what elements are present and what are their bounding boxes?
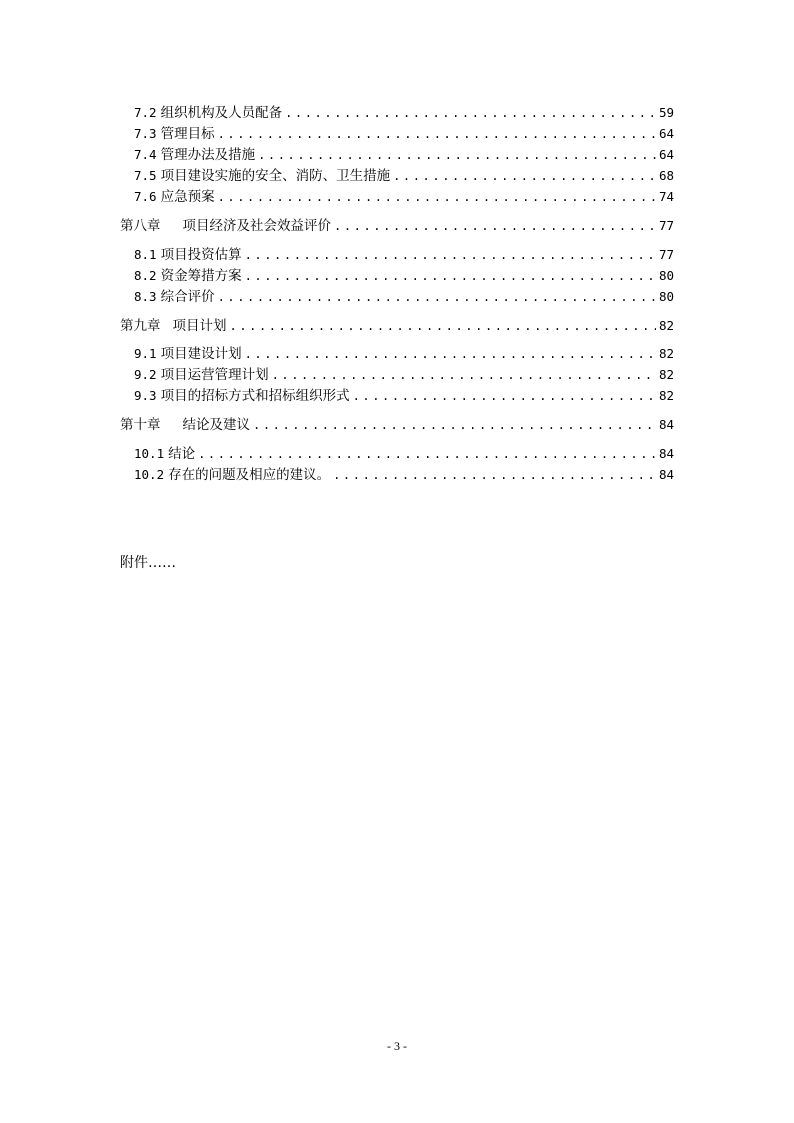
- toc-entry-number: 10.1: [134, 446, 165, 461]
- toc-dot-leader: [218, 287, 656, 307]
- toc-chapter-title: [120, 415, 250, 435]
- toc-entry-text: 项目建设计划: [160, 346, 242, 362]
- toc-entry-7-4[interactable]: [134, 145, 674, 165]
- toc-entry-page: 59: [658, 105, 674, 120]
- toc-dot-leader: [334, 216, 656, 236]
- toc-entry-title: [134, 124, 215, 144]
- toc-chapter-page: 77: [658, 218, 674, 233]
- toc-entry-page: 68: [658, 168, 674, 183]
- toc-entry-number: 10.2: [134, 467, 165, 482]
- toc-entry-9-1[interactable]: [134, 344, 674, 364]
- toc-entry-7-2[interactable]: [134, 103, 674, 123]
- toc-entry-number: 8.3: [134, 289, 157, 304]
- toc-entry-text: 综合评价: [160, 289, 215, 305]
- appendix-label: 附件……: [120, 555, 176, 571]
- toc-dot-leader: [218, 187, 656, 207]
- toc-entry-8-2[interactable]: [134, 266, 674, 286]
- toc-entry-title: [134, 145, 255, 165]
- toc-entry-page: 64: [658, 126, 674, 141]
- toc-dot-leader: [230, 316, 656, 336]
- toc-chapter-number: 第八章: [120, 218, 161, 234]
- toc-entry-7-6[interactable]: [134, 187, 674, 207]
- toc-entry-number: 9.3: [134, 388, 157, 403]
- toc-entry-page: 77: [658, 247, 674, 262]
- toc-chapter-page: 84: [658, 417, 674, 432]
- toc-entry-title: [134, 365, 269, 385]
- toc-entry-number: 7.3: [134, 126, 157, 141]
- toc-entry-page: 84: [658, 467, 674, 482]
- toc-entry-text: 应急预案: [160, 189, 215, 205]
- toc-entry-text: 项目投资估算: [160, 247, 242, 263]
- toc-entry-number: 7.6: [134, 189, 157, 204]
- toc-entry-text: 资金筹措方案: [160, 268, 242, 284]
- toc-chapter-text: 项目经济及社会效益评价: [182, 218, 331, 234]
- toc-entry-title: [134, 386, 350, 406]
- toc-entry-9-3[interactable]: [134, 386, 674, 406]
- toc-chapter-page: 82: [658, 318, 674, 333]
- toc-entry-number: 9.2: [134, 367, 157, 382]
- page-number: - 3 -: [387, 1039, 407, 1053]
- toc-entry-title: [134, 444, 195, 464]
- toc-dot-leader: [258, 145, 656, 165]
- toc-entry-page: 74: [658, 189, 674, 204]
- toc-entry-page: 82: [658, 388, 674, 403]
- toc-entry-page: 84: [658, 446, 674, 461]
- toc-entry-page: 80: [658, 268, 674, 283]
- toc-entry-title: [134, 465, 330, 485]
- toc-entry-text: 管理办法及措施: [160, 147, 256, 163]
- toc-entry-page: 80: [658, 289, 674, 304]
- toc-chapter-text: 结论及建议: [182, 417, 250, 433]
- toc-dot-leader: [272, 365, 656, 385]
- toc-entry-title: [134, 266, 242, 286]
- toc-dot-leader: [245, 344, 656, 364]
- toc-chapter-text: 项目计划: [172, 318, 227, 334]
- toc-dot-leader: [353, 386, 656, 406]
- toc-entry-title: [134, 166, 390, 186]
- toc-chapter-number: 第九章: [120, 318, 161, 334]
- toc-dot-leader: [245, 266, 656, 286]
- toc-entry-7-3[interactable]: [134, 124, 674, 144]
- toc-dot-leader: [393, 166, 656, 186]
- toc-entry-9-2[interactable]: [134, 365, 674, 385]
- toc-dot-leader: [198, 444, 656, 464]
- toc-entry-text: 项目建设实施的安全、消防、卫生措施: [160, 168, 391, 184]
- toc-entry-number: 7.5: [134, 168, 157, 183]
- toc-entry-10-2[interactable]: [134, 465, 674, 485]
- toc-entry-number: 8.1: [134, 247, 157, 262]
- toc-entry-page: 82: [658, 346, 674, 361]
- toc-chapter-9[interactable]: [120, 316, 674, 336]
- toc-chapter-title: [120, 216, 331, 236]
- toc-chapter-8[interactable]: [120, 216, 674, 236]
- toc-entry-title: [134, 344, 242, 364]
- toc-entry-title: [134, 287, 215, 307]
- toc-entry-number: 9.1: [134, 346, 157, 361]
- toc-entry-7-5[interactable]: [134, 166, 674, 186]
- toc-entry-number: 8.2: [134, 268, 157, 283]
- toc-dot-leader: [253, 415, 656, 435]
- toc-dot-leader: [285, 103, 656, 123]
- toc-entry-text: 结论: [168, 446, 196, 462]
- toc-chapter-10[interactable]: [120, 415, 674, 435]
- toc-entry-page: 64: [658, 147, 674, 162]
- toc-entry-10-1[interactable]: [134, 444, 674, 464]
- toc-dot-leader: [218, 124, 656, 144]
- toc-entry-page: 82: [658, 367, 674, 382]
- toc-entry-title: [134, 103, 282, 123]
- toc-entry-title: [134, 187, 215, 207]
- toc-dot-leader: [245, 245, 656, 265]
- toc-entry-number: 7.2: [134, 105, 157, 120]
- toc-chapter-number: 第十章: [120, 417, 161, 433]
- toc-entry-8-1[interactable]: [134, 245, 674, 265]
- toc-dot-leader: [333, 465, 656, 485]
- toc-entry-text: 项目运营管理计划: [160, 367, 269, 383]
- toc-entry-text: 管理目标: [160, 126, 215, 142]
- toc-entry-8-3[interactable]: [134, 287, 674, 307]
- toc-chapter-title: [120, 316, 227, 336]
- toc-entry-text: 存在的问题及相应的建议。: [168, 467, 331, 483]
- toc-entry-title: [134, 245, 242, 265]
- toc-entry-number: 7.4: [134, 147, 157, 162]
- toc-entry-text: 项目的招标方式和招标组织形式: [160, 388, 350, 404]
- toc-entry-text: 组织机构及人员配备: [160, 105, 283, 121]
